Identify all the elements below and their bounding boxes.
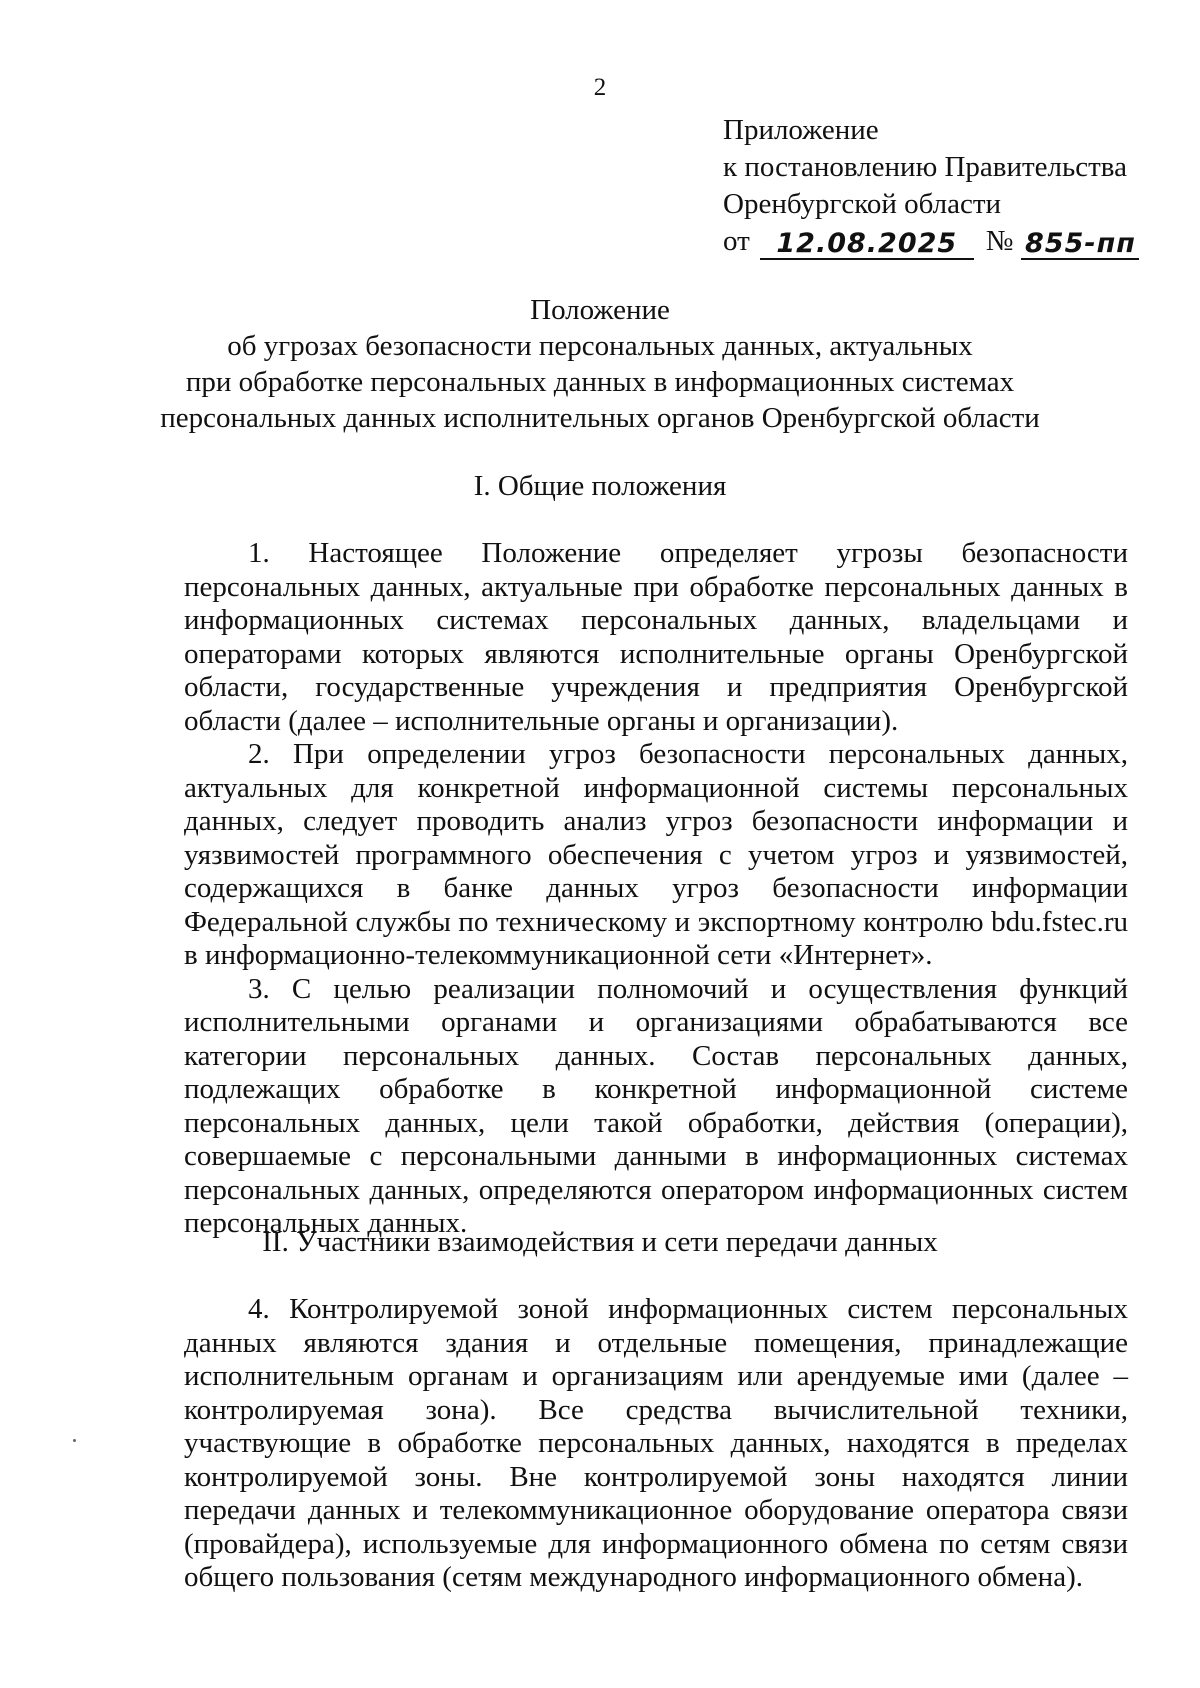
number-sign: №: [985, 225, 1014, 257]
section-2-heading: II. Участники взаимодействия и сети передачи данных: [262, 1226, 938, 1258]
appendix-label: Приложение: [723, 114, 879, 146]
title-line-1: Положение: [530, 294, 670, 326]
document-title: [0, 292, 1200, 436]
appendix-decree-line: к постановлению Правительства: [723, 151, 1127, 183]
page-number: 2: [593, 74, 607, 101]
appendix-region-line: Оренбургской области: [723, 188, 1002, 220]
scan-speck: [73, 1439, 76, 1442]
paragraph-3: 3. С целью реализации полномочий и осуществления функций исполнительными органами и организациями обрабатываются все категории персональных данных. Состав персональных данных, подлежащих обработке в конкретной информационной системе персональных данных, цели такой обработки, действия (операции), совершаемые с персональными данными в информационных системах персональных данных, определяются оператором информационных систем персональных данных.: [184, 972, 1128, 1239]
section-2-body: [184, 1293, 1128, 1595]
handwritten-number: 855-пп: [1021, 230, 1139, 260]
from-label: от: [723, 225, 750, 257]
paragraph-2: 2. При определении угроз безопасности персональных данных, актуальных для конкретной информационной системы персональных данных, следует проводить анализ угроз безопасности информации и уязвимостей программного обеспечения с учетом угроз и уязвимостей, содержащихся в банке данных угроз безопасности информации Федеральной службы по техническому и экспортному контролю bdu.fstec.ru в информационно-телекоммуникационной сети «Интернет».: [184, 738, 1128, 971]
appendix-block: [723, 112, 1139, 260]
appendix-date-number-line: [723, 223, 1139, 260]
handwritten-date: 12.08.2025: [760, 230, 974, 260]
section-1-body: [184, 537, 1128, 1241]
paragraph-4: 4. Контролируемой зоной информационных систем персональных данных являются здания и отдельные помещения, принадлежащие исполнительным органам и организациям или арендуемые ими (далее – контролируемая зона). Все средства вычислительной техники, участвующие в обработке персональных данных, находятся в пределах контролируемой зоны. Вне контролируемой зоны находятся линии передачи данных и телекоммуникационное оборудование оператора связи (провайдера), используемые для информационного обмена по сетям связи общего пользования (сетям международного информационного обмена).: [184, 1293, 1128, 1593]
title-line-3: при обработке персональных данных в информационных системах: [185, 366, 1015, 398]
title-line-4: персональных данных исполнительных органов Оренбургской области: [160, 402, 1040, 434]
paragraph-1: 1. Настоящее Положение определяет угрозы безопасности персональных данных, актуальные при обработке персональных данных в информационных системах персональных данных, владельцами и операторами которых являются исполнительные органы Оренбургской области, государственные учреждения и предприятия Оренбургской области (далее – исполнительные органы и организации).: [184, 537, 1128, 737]
title-line-2: об угрозах безопасности персональных данных, актуальных: [227, 330, 973, 362]
section-1-heading: I. Общие положения: [473, 470, 727, 502]
